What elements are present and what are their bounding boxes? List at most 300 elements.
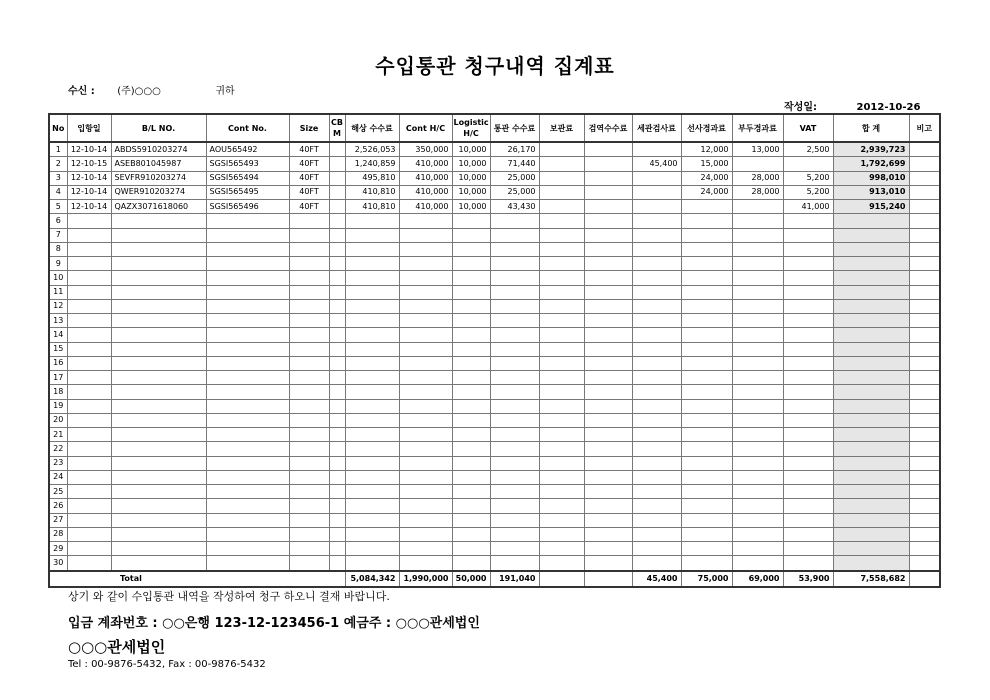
cell-ocean (345, 342, 399, 356)
cell-size (289, 328, 329, 342)
cell-bl: ASEB801045987 (111, 157, 206, 171)
cell-vat (783, 542, 833, 556)
cell-cont (206, 356, 289, 370)
cell-storage (539, 328, 584, 342)
cell-inspect (632, 371, 681, 385)
cell-ship_transit (681, 485, 732, 499)
cell-sum (833, 542, 909, 556)
cell-vat (783, 356, 833, 370)
contact-info: Tel : 00-9876-5432, Fax : 00-9876-5432 (68, 659, 266, 670)
table-row (49, 499, 940, 513)
cell-conthc (399, 314, 452, 328)
cell-vat (783, 271, 833, 285)
cell-logistic: 10,000 (452, 200, 490, 214)
cell-logistic (452, 242, 490, 256)
cell-storage (539, 299, 584, 313)
table-row (49, 171, 940, 185)
cell-ship_transit (681, 371, 732, 385)
cell-cbm (329, 470, 345, 484)
cell-customs (490, 456, 539, 470)
cell-cont (206, 442, 289, 456)
cell-bl (111, 328, 206, 342)
cell-cont: SGSI565494 (206, 171, 289, 185)
cell-remark (909, 385, 940, 399)
cell-storage (539, 171, 584, 185)
cell-ocean: 495,810 (345, 171, 399, 185)
cell-pier_transit (732, 470, 783, 484)
cell-logistic (452, 499, 490, 513)
table-row (49, 513, 940, 527)
cell-logistic (452, 356, 490, 370)
cell-quarantine (584, 356, 632, 370)
cell-cont (206, 285, 289, 299)
cell-quarantine (584, 428, 632, 442)
cell-remark (909, 556, 940, 571)
cell-ocean (345, 285, 399, 299)
cell-logistic (452, 556, 490, 571)
table-row (49, 527, 940, 541)
cell-sum (833, 442, 909, 456)
cell-logistic: 10,000 (452, 157, 490, 171)
cell-customs (490, 314, 539, 328)
cell-pier_transit (732, 257, 783, 271)
cell-no: 11 (49, 285, 67, 299)
cell-no: 27 (49, 513, 67, 527)
cell-storage (539, 399, 584, 413)
cell-date (67, 242, 111, 256)
cell-pier_transit (732, 157, 783, 171)
cell-vat (783, 556, 833, 571)
cell-date (67, 556, 111, 571)
cell-conthc (399, 371, 452, 385)
cell-cont (206, 328, 289, 342)
cell-no: 19 (49, 399, 67, 413)
cell-storage (539, 428, 584, 442)
cell-storage (539, 342, 584, 356)
cell-ship_transit (681, 228, 732, 242)
cell-size (289, 371, 329, 385)
cell-customs: 43,430 (490, 200, 539, 214)
cell-bl (111, 314, 206, 328)
cell-ocean (345, 371, 399, 385)
cell-size (289, 456, 329, 470)
cell-logistic (452, 328, 490, 342)
cell-sum (833, 257, 909, 271)
cell-bl (111, 542, 206, 556)
total-customs: 191,040 (490, 571, 539, 587)
recipient-suffix: 귀하 (215, 86, 235, 97)
cell-quarantine (584, 527, 632, 541)
cell-date (67, 285, 111, 299)
cell-quarantine (584, 285, 632, 299)
cell-pier_transit (732, 542, 783, 556)
cell-customs (490, 556, 539, 571)
cell-date (67, 257, 111, 271)
cell-remark (909, 399, 940, 413)
cell-size (289, 428, 329, 442)
cell-pier_transit (732, 342, 783, 356)
cell-cbm (329, 485, 345, 499)
cell-conthc (399, 328, 452, 342)
cell-cbm (329, 142, 345, 157)
cell-size (289, 342, 329, 356)
cell-logistic (452, 527, 490, 541)
cell-sum (833, 271, 909, 285)
document-title: 수입통관 청구내역 집계표 (375, 54, 615, 78)
cell-cont (206, 342, 289, 356)
cell-cont (206, 428, 289, 442)
cell-storage (539, 356, 584, 370)
cell-date (67, 470, 111, 484)
cell-ship_transit (681, 214, 732, 228)
cell-date (67, 399, 111, 413)
cell-customs (490, 342, 539, 356)
cell-inspect (632, 442, 681, 456)
table-row (49, 299, 940, 313)
cell-customs (490, 299, 539, 313)
cell-quarantine (584, 371, 632, 385)
cell-bl (111, 285, 206, 299)
cell-conthc (399, 242, 452, 256)
cell-pier_transit (732, 242, 783, 256)
cell-remark (909, 157, 940, 171)
cell-bl (111, 342, 206, 356)
table-row (49, 442, 940, 456)
cell-date (67, 385, 111, 399)
cell-no: 14 (49, 328, 67, 342)
cell-no: 15 (49, 342, 67, 356)
cell-cbm (329, 499, 345, 513)
cell-no: 2 (49, 157, 67, 171)
cell-sum (833, 371, 909, 385)
cell-quarantine (584, 556, 632, 571)
cell-inspect (632, 556, 681, 571)
cell-bl: SEVFR910203274 (111, 171, 206, 185)
cell-logistic (452, 371, 490, 385)
cell-ship_transit (681, 527, 732, 541)
cell-ship_transit (681, 314, 732, 328)
cell-conthc: 410,000 (399, 200, 452, 214)
cell-sum: 998,010 (833, 171, 909, 185)
cell-cbm (329, 242, 345, 256)
cell-logistic: 10,000 (452, 171, 490, 185)
cell-quarantine (584, 399, 632, 413)
cell-size (289, 385, 329, 399)
table-row (49, 356, 940, 370)
cell-size (289, 513, 329, 527)
cell-inspect (632, 185, 681, 199)
cell-quarantine (584, 485, 632, 499)
cell-cont (206, 385, 289, 399)
cell-remark (909, 271, 940, 285)
cell-ocean (345, 314, 399, 328)
table-row (49, 285, 940, 299)
cell-cont (206, 214, 289, 228)
cell-sum: 1,792,699 (833, 157, 909, 171)
cell-remark (909, 228, 940, 242)
cell-inspect (632, 299, 681, 313)
cell-ocean (345, 442, 399, 456)
cell-bl (111, 428, 206, 442)
recipient-label: 수신 : (68, 86, 95, 97)
cell-bl (111, 499, 206, 513)
cell-no: 30 (49, 556, 67, 571)
cell-cont (206, 299, 289, 313)
cell-pier_transit (732, 299, 783, 313)
header-quarantine: 검역수수료 (584, 114, 632, 142)
cell-quarantine (584, 157, 632, 171)
cell-customs (490, 371, 539, 385)
cell-date (67, 214, 111, 228)
cell-bl (111, 527, 206, 541)
cell-sum (833, 456, 909, 470)
cell-quarantine (584, 200, 632, 214)
cell-inspect (632, 242, 681, 256)
cell-pier_transit (732, 385, 783, 399)
total-ship_transit: 75,000 (681, 571, 732, 587)
cell-quarantine (584, 342, 632, 356)
cell-vat (783, 385, 833, 399)
cell-inspect (632, 456, 681, 470)
cell-no: 26 (49, 499, 67, 513)
cell-customs (490, 356, 539, 370)
cell-cont (206, 542, 289, 556)
cell-sum (833, 228, 909, 242)
cell-ocean (345, 399, 399, 413)
cell-no: 17 (49, 371, 67, 385)
cell-pier_transit (732, 271, 783, 285)
cell-pier_transit (732, 456, 783, 470)
cell-logistic (452, 413, 490, 427)
note-text: 상기 와 같이 수입통관 내역을 작성하여 청구 하오니 결재 바랍니다. (68, 590, 390, 603)
cell-quarantine (584, 413, 632, 427)
cell-vat: 2,500 (783, 142, 833, 157)
table-row (49, 385, 940, 399)
cell-storage (539, 470, 584, 484)
cell-bl (111, 556, 206, 571)
cell-ship_transit (681, 200, 732, 214)
table-row (49, 328, 940, 342)
cell-size (289, 485, 329, 499)
cell-inspect (632, 385, 681, 399)
cell-pier_transit (732, 485, 783, 499)
cell-ocean (345, 299, 399, 313)
cell-ocean (345, 257, 399, 271)
cell-inspect (632, 485, 681, 499)
cell-remark (909, 499, 940, 513)
table-row (49, 142, 940, 157)
cell-vat: 5,200 (783, 171, 833, 185)
cell-sum (833, 242, 909, 256)
table-row (49, 399, 940, 413)
cell-logistic (452, 542, 490, 556)
cell-cont (206, 257, 289, 271)
cell-cont (206, 485, 289, 499)
cell-pier_transit (732, 413, 783, 427)
cell-pier_transit (732, 285, 783, 299)
cell-ship_transit (681, 413, 732, 427)
header-logistic: Logistic H/C (452, 114, 490, 142)
cell-cbm (329, 442, 345, 456)
cell-storage (539, 257, 584, 271)
cell-no: 4 (49, 185, 67, 199)
cell-inspect (632, 200, 681, 214)
cell-no: 24 (49, 470, 67, 484)
cell-cbm (329, 556, 345, 571)
cell-size: 40FT (289, 185, 329, 199)
cell-logistic: 10,000 (452, 142, 490, 157)
cell-cbm (329, 328, 345, 342)
cell-customs (490, 413, 539, 427)
cell-conthc (399, 356, 452, 370)
cell-conthc (399, 385, 452, 399)
cell-ship_transit (681, 470, 732, 484)
table-row (49, 413, 940, 427)
cell-sum (833, 556, 909, 571)
total-ocean: 5,084,342 (345, 571, 399, 587)
total-quarantine (584, 571, 632, 587)
cell-logistic (452, 342, 490, 356)
header-cbm: CB M (329, 114, 345, 142)
cell-size: 40FT (289, 157, 329, 171)
cell-quarantine (584, 328, 632, 342)
cell-sum (833, 413, 909, 427)
cell-remark (909, 328, 940, 342)
total-remark (909, 571, 940, 587)
cell-customs: 25,000 (490, 185, 539, 199)
cell-ocean (345, 228, 399, 242)
cell-size (289, 542, 329, 556)
cell-date (67, 442, 111, 456)
cell-date: 12-10-14 (67, 142, 111, 157)
cell-remark (909, 299, 940, 313)
table-row (49, 157, 940, 171)
cell-conthc (399, 271, 452, 285)
cell-sum: 915,240 (833, 200, 909, 214)
cell-customs (490, 470, 539, 484)
cell-size (289, 214, 329, 228)
cell-vat (783, 513, 833, 527)
cell-logistic (452, 299, 490, 313)
cell-conthc (399, 556, 452, 571)
cell-cont (206, 371, 289, 385)
table-row (49, 185, 940, 199)
cell-cont (206, 527, 289, 541)
cell-ship_transit (681, 242, 732, 256)
cell-customs (490, 399, 539, 413)
cell-conthc (399, 527, 452, 541)
cell-storage (539, 142, 584, 157)
cell-storage (539, 442, 584, 456)
cell-conthc (399, 285, 452, 299)
cell-pier_transit (732, 228, 783, 242)
cell-remark (909, 257, 940, 271)
cell-remark (909, 485, 940, 499)
cell-customs (490, 214, 539, 228)
cell-vat (783, 257, 833, 271)
billing-table (48, 113, 941, 588)
cell-ocean (345, 413, 399, 427)
cell-vat (783, 527, 833, 541)
header-inspect: 세관검사료 (632, 114, 681, 142)
cell-vat (783, 299, 833, 313)
cell-ocean: 410,810 (345, 185, 399, 199)
cell-inspect (632, 513, 681, 527)
cell-cont: SGSI565493 (206, 157, 289, 171)
cell-bl (111, 356, 206, 370)
cell-size (289, 527, 329, 541)
cell-cbm (329, 228, 345, 242)
cell-cbm (329, 356, 345, 370)
cell-remark (909, 456, 940, 470)
cell-size (289, 285, 329, 299)
cell-sum (833, 328, 909, 342)
cell-ocean (345, 328, 399, 342)
header-ocean: 해상 수수료 (345, 114, 399, 142)
cell-cbm (329, 271, 345, 285)
header-row (49, 114, 940, 142)
cell-size (289, 556, 329, 571)
cell-date (67, 228, 111, 242)
cell-no: 29 (49, 542, 67, 556)
cell-date: 12-10-14 (67, 200, 111, 214)
cell-no: 22 (49, 442, 67, 456)
cell-cbm (329, 257, 345, 271)
cell-bl (111, 299, 206, 313)
cell-ocean (345, 527, 399, 541)
cell-no: 23 (49, 456, 67, 470)
cell-bl (111, 214, 206, 228)
cell-logistic (452, 285, 490, 299)
cell-customs (490, 385, 539, 399)
date-line (784, 98, 920, 113)
header-sum: 합 계 (833, 114, 909, 142)
cell-bl (111, 228, 206, 242)
cell-date: 12-10-14 (67, 171, 111, 185)
cell-pier_transit (732, 214, 783, 228)
cell-storage (539, 200, 584, 214)
cell-logistic (452, 470, 490, 484)
cell-customs (490, 485, 539, 499)
cell-sum (833, 399, 909, 413)
cell-vat (783, 228, 833, 242)
table-row (49, 200, 940, 214)
cell-quarantine (584, 314, 632, 328)
cell-date (67, 485, 111, 499)
cell-ocean (345, 385, 399, 399)
cell-conthc (399, 456, 452, 470)
cell-date (67, 271, 111, 285)
cell-conthc (399, 542, 452, 556)
cell-ship_transit (681, 442, 732, 456)
cell-cbm (329, 385, 345, 399)
cell-remark (909, 371, 940, 385)
cell-customs (490, 428, 539, 442)
cell-size: 40FT (289, 171, 329, 185)
cell-bl: ABDS5910203274 (111, 142, 206, 157)
cell-cbm (329, 314, 345, 328)
cell-inspect (632, 399, 681, 413)
cell-inspect (632, 142, 681, 157)
table-row (49, 257, 940, 271)
cell-pier_transit (732, 314, 783, 328)
cell-storage (539, 228, 584, 242)
cell-no: 16 (49, 356, 67, 370)
cell-vat (783, 442, 833, 456)
table-row (49, 271, 940, 285)
cell-size (289, 271, 329, 285)
cell-sum (833, 299, 909, 313)
